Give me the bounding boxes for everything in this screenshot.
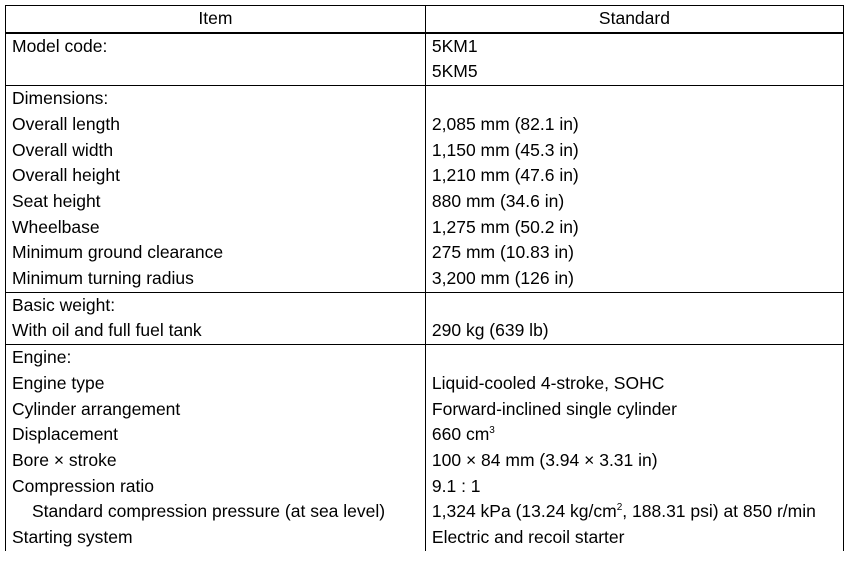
table-row: [6, 448, 844, 474]
table-row: [6, 292, 844, 318]
model-code-value: 5KM1: [431, 35, 478, 56]
table-row: [6, 474, 844, 500]
spec-value: 100 × 84 mm (3.94 × 3.31 in): [425, 448, 843, 474]
table-row: [6, 163, 844, 189]
model-code-value: 5KM5: [431, 61, 478, 82]
spec-item: Overall length: [6, 112, 426, 138]
spec-value: 1,150 mm (45.3 in): [425, 138, 843, 164]
table-row: [6, 240, 844, 266]
model-code-label: Model code:: [6, 33, 426, 86]
table-row: [6, 215, 844, 241]
spec-item: Standard compression pressure (at sea level): [6, 499, 426, 525]
spec-value: 2,085 mm (82.1 in): [425, 112, 843, 138]
table-row: [6, 345, 844, 371]
table-row: [6, 371, 844, 397]
superscript-two: 2: [616, 502, 623, 514]
spec-value: Electric and recoil starter: [425, 525, 843, 551]
pressure-value-part-a: 1,324 kPa (13.24 kg/cm: [431, 501, 617, 522]
spec-value: [425, 499, 843, 525]
table-row: [6, 318, 844, 344]
standard-column-header: Standard: [425, 6, 843, 33]
table-row: [6, 138, 844, 164]
table-header-row: [6, 6, 844, 33]
spec-value: 290 kg (639 lb): [425, 318, 843, 344]
superscript-three: 3: [489, 425, 495, 437]
table-row: [6, 422, 844, 448]
spec-item: Cylinder arrangement: [6, 397, 426, 423]
spec-item: Wheelbase: [6, 215, 426, 241]
spec-value: Liquid-cooled 4-stroke, SOHC: [425, 371, 843, 397]
spec-value: 1,275 mm (50.2 in): [425, 215, 843, 241]
specifications-table: [5, 5, 844, 551]
spec-item: Seat height: [6, 189, 426, 215]
spec-value: 3,200 mm (126 in): [425, 266, 843, 292]
spec-item: Engine type: [6, 371, 426, 397]
spec-value: Forward-inclined single cylinder: [425, 397, 843, 423]
spec-item: Overall width: [6, 138, 426, 164]
engine-label: Engine:: [6, 345, 426, 371]
item-column-header: Item: [6, 6, 426, 33]
table-row: [6, 33, 844, 86]
spec-value: 1,210 mm (47.6 in): [425, 163, 843, 189]
spec-item: Bore × stroke: [6, 448, 426, 474]
spec-value: [425, 422, 843, 448]
table-row: [6, 86, 844, 112]
table-row: [6, 525, 844, 551]
table-row: [6, 189, 844, 215]
spec-item: Starting system: [6, 525, 426, 551]
pressure-value-part-b: , 188.31 psi) at 850 r/min: [622, 501, 816, 522]
dimensions-label: Dimensions:: [6, 86, 426, 112]
table-row: [6, 397, 844, 423]
spec-value: 9.1 : 1: [425, 474, 843, 500]
spec-item: Displacement: [6, 422, 426, 448]
table-row: [6, 499, 844, 525]
spec-item: Minimum ground clearance: [6, 240, 426, 266]
model-code-values: [425, 33, 843, 86]
spec-item: Compression ratio: [6, 474, 426, 500]
spec-item: Overall height: [6, 163, 426, 189]
spec-item: With oil and full fuel tank: [6, 318, 426, 344]
table-row: [6, 112, 844, 138]
spec-value: 275 mm (10.83 in): [425, 240, 843, 266]
spec-item: Minimum turning radius: [6, 266, 426, 292]
spec-value: 880 mm (34.6 in): [425, 189, 843, 215]
displacement-value: 660 cm: [431, 424, 490, 445]
table-row: [6, 266, 844, 292]
basic-weight-label: Basic weight:: [6, 292, 426, 318]
